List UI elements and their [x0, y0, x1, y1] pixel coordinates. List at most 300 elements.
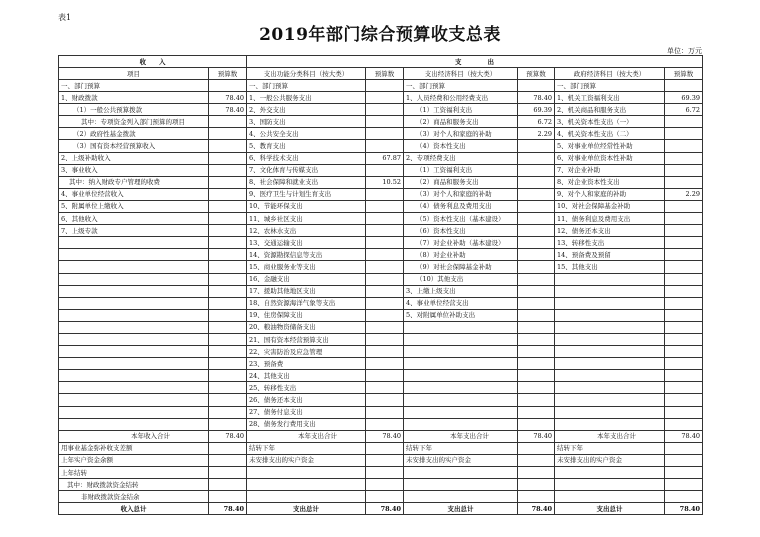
income-item-cell	[59, 382, 209, 394]
econ-item-cell	[404, 370, 518, 382]
econ-item-cell: （7）对企业补助（基本建设）	[404, 237, 518, 249]
income-item-cell: 其中：纳入财政专户管理的收费	[59, 176, 209, 188]
gov-budget-cell	[665, 406, 703, 418]
func-item-cell: 11、城乡社区支出	[247, 213, 366, 225]
gov-budget-cell	[665, 80, 703, 92]
fin-carry-row	[59, 479, 703, 491]
gov-item-cell	[555, 309, 665, 321]
econ-item-cell: （6）资本性支出	[404, 225, 518, 237]
econ-total: 78.40	[518, 430, 555, 442]
func-item-cell: 2、外交支出	[247, 104, 366, 116]
gov-total: 78.40	[665, 430, 703, 442]
econ-item-cell: （9）对社会保障基金补助	[404, 261, 518, 273]
func-budget-cell	[366, 188, 404, 200]
income-item-cell: 7、上级专款	[59, 225, 209, 237]
econ-budget-cell	[518, 164, 555, 176]
econ-item-cell: 1、人员经费和公用经费支出	[404, 92, 518, 104]
func-budget-cell	[366, 92, 404, 104]
econ-budget-cell	[518, 249, 555, 261]
func-item-cell: 18、自然资源海洋气象等支出	[247, 297, 366, 309]
income-item-cell	[59, 273, 209, 285]
income-item-cell	[59, 321, 209, 333]
table-row	[59, 140, 703, 152]
prev-carry-label: 上年结转	[59, 467, 209, 479]
gov-item-cell: 6、对事业单位资本性补助	[555, 152, 665, 164]
func-budget-cell	[366, 261, 404, 273]
table-row	[59, 80, 703, 92]
econ-budget-cell	[518, 261, 555, 273]
col-budget: 预算数	[209, 68, 247, 80]
carry-next-label: 结转下年	[555, 442, 665, 454]
econ-item-cell	[404, 333, 518, 345]
econ-item-cell	[404, 394, 518, 406]
table-row	[59, 116, 703, 128]
table-row	[59, 188, 703, 200]
income-item-cell	[59, 406, 209, 418]
gov-budget-cell	[665, 333, 703, 345]
gov-budget-cell	[665, 418, 703, 430]
gov-item-cell: 14、预备费及预留	[555, 249, 665, 261]
income-budget-cell	[209, 358, 247, 370]
income-item-cell	[59, 249, 209, 261]
gov-grand-label: 支出总计	[555, 503, 665, 515]
func-item-cell: 27、债务付息支出	[247, 406, 366, 418]
func-budget-cell	[366, 370, 404, 382]
gov-budget-cell	[665, 321, 703, 333]
econ-budget-cell	[518, 237, 555, 249]
income-item-cell: （2）政府性基金拨款	[59, 128, 209, 140]
econ-item-cell: （3）对个人和家庭的补助	[404, 128, 518, 140]
econ-item-cell: 一、部门预算	[404, 80, 518, 92]
gov-budget-cell	[665, 358, 703, 370]
table-row	[59, 249, 703, 261]
econ-budget-cell	[518, 406, 555, 418]
income-budget-cell	[209, 176, 247, 188]
income-budget-cell	[209, 188, 247, 200]
func-item-cell: 23、预备费	[247, 358, 366, 370]
func-item-cell: 17、援助其他地区支出	[247, 285, 366, 297]
income-item-cell	[59, 297, 209, 309]
econ-budget-cell	[518, 80, 555, 92]
econ-budget-cell	[518, 225, 555, 237]
func-budget-cell	[366, 309, 404, 321]
gov-item-cell	[555, 370, 665, 382]
func-budget-cell	[366, 321, 404, 333]
table-row	[59, 152, 703, 164]
annual-total-row	[59, 430, 703, 442]
econ-budget-cell	[518, 152, 555, 164]
income-item-cell: 5、附属单位上缴收入	[59, 200, 209, 212]
income-budget-cell	[209, 333, 247, 345]
gov-item-cell	[555, 321, 665, 333]
econ-item-cell: 2、专项经费支出	[404, 152, 518, 164]
fund-deficit-row	[59, 442, 703, 454]
func-item-cell: 8、社会保障和就业支出	[247, 176, 366, 188]
econ-budget-cell	[518, 309, 555, 321]
prev-unused-label: 上年实户资金余额	[59, 454, 209, 466]
table-row	[59, 418, 703, 430]
gov-item-cell: 8、对企业资本性支出	[555, 176, 665, 188]
income-budget-cell	[209, 213, 247, 225]
econ-item-cell: （2）商品和服务支出	[404, 116, 518, 128]
econ-budget-cell: 78.40	[518, 92, 555, 104]
nonfin-carry-row	[59, 491, 703, 503]
func-budget-cell	[366, 213, 404, 225]
econ-budget-cell	[518, 213, 555, 225]
econ-budget-cell	[518, 346, 555, 358]
gov-budget-cell: 2.29	[665, 188, 703, 200]
table-row	[59, 321, 703, 333]
gov-item-cell	[555, 382, 665, 394]
gov-item-cell: 一、部门预算	[555, 80, 665, 92]
econ-budget-cell	[518, 358, 555, 370]
func-item-cell: 3、国防支出	[247, 116, 366, 128]
econ-item-cell	[404, 406, 518, 418]
income-budget-cell	[209, 394, 247, 406]
gov-budget-cell	[665, 237, 703, 249]
econ-budget-cell	[518, 188, 555, 200]
gov-grand: 78.40	[665, 503, 703, 515]
gov-budget-cell	[665, 140, 703, 152]
func-budget-cell: 10.52	[366, 176, 404, 188]
gov-item-cell: 1、机关工资福利支出	[555, 92, 665, 104]
gov-item-cell	[555, 333, 665, 345]
income-item-cell	[59, 285, 209, 297]
unarranged-label: 未安排支出的实户资金	[247, 454, 366, 466]
gov-budget-cell	[665, 176, 703, 188]
gov-item-cell	[555, 394, 665, 406]
econ-item-cell: （8）对企业补助	[404, 249, 518, 261]
gov-item-cell: 11、债务利息及费用支出	[555, 213, 665, 225]
income-budget-cell: 78.40	[209, 104, 247, 116]
gov-budget-cell: 69.39	[665, 92, 703, 104]
income-item-cell: 2、上级补助收入	[59, 152, 209, 164]
unit-label: 单位：万元	[667, 47, 702, 55]
econ-item-cell	[404, 382, 518, 394]
econ-item-cell: 4、事业单位经营支出	[404, 297, 518, 309]
prev-unused-row	[59, 454, 703, 466]
table-row	[59, 261, 703, 273]
econ-budget-cell	[518, 297, 555, 309]
income-total-label: 本年收入合计	[59, 430, 209, 442]
col-econ: 支出经济科目（按大类）	[404, 68, 518, 80]
income-budget-cell	[209, 164, 247, 176]
gov-total-label: 本年支出合计	[555, 430, 665, 442]
income-budget-cell	[209, 370, 247, 382]
econ-budget-cell	[518, 176, 555, 188]
nonfin-carry-label: 非财政拨款资金结余	[59, 491, 209, 503]
table-row	[59, 309, 703, 321]
table-row	[59, 285, 703, 297]
grand-total-row	[59, 503, 703, 515]
income-budget-cell	[209, 152, 247, 164]
gov-budget-cell	[665, 309, 703, 321]
func-item-cell: 28、债务发行费用支出	[247, 418, 366, 430]
func-budget-cell	[366, 333, 404, 345]
econ-budget-cell	[518, 285, 555, 297]
func-item-cell: 1、一般公共服务支出	[247, 92, 366, 104]
func-item-cell: 26、债务还本支出	[247, 394, 366, 406]
econ-budget-cell	[518, 140, 555, 152]
econ-total-label: 本年支出合计	[404, 430, 518, 442]
econ-budget-cell	[518, 273, 555, 285]
table-row	[59, 213, 703, 225]
carry-next-label: 结转下年	[247, 442, 366, 454]
econ-budget-cell: 2.29	[518, 128, 555, 140]
table-row	[59, 273, 703, 285]
income-budget-cell	[209, 116, 247, 128]
income-item-cell	[59, 418, 209, 430]
income-item-cell	[59, 370, 209, 382]
income-budget-cell	[209, 128, 247, 140]
econ-item-cell: （3）对个人和家庭的补助	[404, 188, 518, 200]
gov-item-cell: 13、转移性支出	[555, 237, 665, 249]
table-row	[59, 176, 703, 188]
func-grand: 78.40	[366, 503, 404, 515]
income-budget-cell	[209, 309, 247, 321]
income-group-header: 收 入	[59, 56, 247, 68]
col-func: 支出功能分类科目（按大类）	[247, 68, 366, 80]
table-tag: 表1	[58, 13, 72, 22]
gov-budget-cell	[665, 116, 703, 128]
gov-budget-cell	[665, 261, 703, 273]
func-budget-cell	[366, 358, 404, 370]
income-budget-cell	[209, 321, 247, 333]
gov-budget-cell	[665, 273, 703, 285]
income-budget-cell	[209, 200, 247, 212]
func-item-cell: 25、转移性支出	[247, 382, 366, 394]
gov-budget-cell	[665, 152, 703, 164]
income-budget-cell	[209, 80, 247, 92]
econ-budget-cell	[518, 418, 555, 430]
econ-item-cell	[404, 321, 518, 333]
gov-item-cell	[555, 346, 665, 358]
gov-budget-cell	[665, 370, 703, 382]
table-row	[59, 333, 703, 345]
table-row	[59, 394, 703, 406]
income-budget-cell	[209, 140, 247, 152]
income-item-cell: 3、事业收入	[59, 164, 209, 176]
income-total: 78.40	[209, 430, 247, 442]
econ-item-cell: （1）工资福利支出	[404, 164, 518, 176]
table-row	[59, 406, 703, 418]
func-budget-cell	[366, 237, 404, 249]
gov-budget-cell	[665, 346, 703, 358]
income-item-cell: 6、其他收入	[59, 213, 209, 225]
func-item-cell: 16、金融支出	[247, 273, 366, 285]
table-row	[59, 237, 703, 249]
income-item-cell	[59, 346, 209, 358]
prev-carry-row	[59, 467, 703, 479]
income-item-cell: 其中：专项资金列入部门预算的项目	[59, 116, 209, 128]
func-budget-cell	[366, 164, 404, 176]
econ-item-cell: （4）资本性支出	[404, 140, 518, 152]
func-item-cell: 5、教育支出	[247, 140, 366, 152]
gov-item-cell: 15、其他支出	[555, 261, 665, 273]
func-item-cell: 9、医疗卫生与计划生育支出	[247, 188, 366, 200]
func-item-cell: 20、粮油物资储备支出	[247, 321, 366, 333]
econ-budget-cell	[518, 394, 555, 406]
income-item-cell: 4、事业单位经营收入	[59, 188, 209, 200]
func-item-cell: 22、灾害防治及应急管理	[247, 346, 366, 358]
gov-item-cell: 3、机关资本性支出（一）	[555, 116, 665, 128]
income-budget-cell	[209, 297, 247, 309]
func-item-cell: 一、部门预算	[247, 80, 366, 92]
econ-grand: 78.40	[518, 503, 555, 515]
econ-item-cell: 3、上缴上级支出	[404, 285, 518, 297]
table-row	[59, 370, 703, 382]
income-item-cell	[59, 358, 209, 370]
func-budget-cell	[366, 80, 404, 92]
gov-budget-cell	[665, 394, 703, 406]
func-budget-cell	[366, 406, 404, 418]
econ-item-cell	[404, 346, 518, 358]
func-item-cell: 14、资源勘探信息等支出	[247, 249, 366, 261]
income-item-cell: 一、部门预算	[59, 80, 209, 92]
econ-budget-cell	[518, 333, 555, 345]
gov-item-cell	[555, 273, 665, 285]
func-item-cell: 12、农林水支出	[247, 225, 366, 237]
income-budget-cell	[209, 273, 247, 285]
budget-table	[58, 55, 703, 515]
income-item-cell: （1）一般公共预算拨款	[59, 104, 209, 116]
fin-carry-label: 其中：财政拨款资金结转	[59, 479, 209, 491]
income-budget-cell	[209, 261, 247, 273]
econ-item-cell: （2）商品和服务支出	[404, 176, 518, 188]
gov-item-cell: 4、机关资本性支出（二）	[555, 128, 665, 140]
func-budget-cell	[366, 382, 404, 394]
income-budget-cell	[209, 225, 247, 237]
income-item-cell	[59, 394, 209, 406]
income-budget-cell	[209, 418, 247, 430]
econ-budget-cell	[518, 370, 555, 382]
page-title: 2019年部门综合预算收支总表	[259, 25, 501, 45]
column-header-row	[59, 68, 703, 80]
func-budget-cell	[366, 140, 404, 152]
income-item-cell: （3）国有资本经营预算收入	[59, 140, 209, 152]
col-gov: 政府经济科目（按大类）	[555, 68, 665, 80]
func-budget-cell	[366, 394, 404, 406]
func-budget-cell	[366, 273, 404, 285]
income-grand: 78.40	[209, 503, 247, 515]
col-budget: 预算数	[665, 68, 703, 80]
func-item-cell: 24、其他支出	[247, 370, 366, 382]
col-budget: 预算数	[518, 68, 555, 80]
econ-budget-cell	[518, 321, 555, 333]
gov-item-cell	[555, 406, 665, 418]
gov-budget-cell	[665, 297, 703, 309]
income-item-cell	[59, 261, 209, 273]
col-item: 项目	[59, 68, 209, 80]
econ-item-cell: （1）工资福利支出	[404, 104, 518, 116]
gov-budget-cell	[665, 128, 703, 140]
gov-item-cell: 10、对社会保障基金补助	[555, 200, 665, 212]
table-row	[59, 128, 703, 140]
func-budget-cell	[366, 346, 404, 358]
income-item-cell	[59, 333, 209, 345]
income-budget-cell: 78.40	[209, 92, 247, 104]
income-budget-cell	[209, 382, 247, 394]
func-budget-cell	[366, 104, 404, 116]
func-grand-label: 支出总计	[247, 503, 366, 515]
gov-item-cell	[555, 358, 665, 370]
income-budget-cell	[209, 237, 247, 249]
col-budget: 预算数	[366, 68, 404, 80]
table-row	[59, 92, 703, 104]
income-grand-label: 收入总计	[59, 503, 209, 515]
income-budget-cell	[209, 285, 247, 297]
income-item-cell	[59, 309, 209, 321]
gov-budget-cell	[665, 213, 703, 225]
func-item-cell: 21、国有资本经营预算支出	[247, 333, 366, 345]
gov-item-cell	[555, 418, 665, 430]
econ-item-cell	[404, 358, 518, 370]
func-budget-cell	[366, 249, 404, 261]
table-row	[59, 346, 703, 358]
econ-budget-cell: 69.39	[518, 104, 555, 116]
func-budget-cell	[366, 418, 404, 430]
income-budget-cell	[209, 346, 247, 358]
table-row	[59, 164, 703, 176]
gov-item-cell: 5、对事业单位经常性补助	[555, 140, 665, 152]
func-budget-cell	[366, 116, 404, 128]
table-row	[59, 382, 703, 394]
gov-budget-cell	[665, 285, 703, 297]
func-item-cell: 10、节能环保支出	[247, 200, 366, 212]
func-budget-cell	[366, 128, 404, 140]
func-item-cell: 4、公共安全支出	[247, 128, 366, 140]
gov-budget-cell	[665, 164, 703, 176]
expense-group-header: 支 出	[247, 56, 703, 68]
func-budget-cell: 67.87	[366, 152, 404, 164]
gov-item-cell: 7、对企业补助	[555, 164, 665, 176]
table-row	[59, 104, 703, 116]
gov-item-cell: 12、债务还本支出	[555, 225, 665, 237]
econ-item-cell: （5）资本性支出（基本建设）	[404, 213, 518, 225]
table-row	[59, 225, 703, 237]
unarranged-label: 未安排支出的实户资金	[555, 454, 665, 466]
gov-item-cell: 9、对个人和家庭的补助	[555, 188, 665, 200]
carry-next-label: 结转下年	[404, 442, 518, 454]
fund-deficit-label: 用事业基金弥补收支差额	[59, 442, 209, 454]
income-item-cell	[59, 237, 209, 249]
func-budget-cell	[366, 200, 404, 212]
func-total: 78.40	[366, 430, 404, 442]
func-item-cell: 7、文化体育与传媒支出	[247, 164, 366, 176]
income-budget-cell	[209, 406, 247, 418]
econ-budget-cell	[518, 382, 555, 394]
table-row	[59, 200, 703, 212]
gov-budget-cell	[665, 382, 703, 394]
unarranged-label: 未安排支出的实户资金	[404, 454, 518, 466]
econ-grand-label: 支出总计	[404, 503, 518, 515]
func-item-cell: 13、交通运输支出	[247, 237, 366, 249]
gov-budget-cell	[665, 200, 703, 212]
income-item-cell: 1、财政拨款	[59, 92, 209, 104]
group-header-row	[59, 56, 703, 68]
table-row	[59, 358, 703, 370]
func-item-cell: 19、住房保障支出	[247, 309, 366, 321]
gov-item-cell	[555, 297, 665, 309]
func-budget-cell	[366, 285, 404, 297]
gov-budget-cell	[665, 225, 703, 237]
table-row	[59, 297, 703, 309]
econ-item-cell: （10）其他支出	[404, 273, 518, 285]
econ-item-cell: （4）债务利息及费用支出	[404, 200, 518, 212]
func-total-label: 本年支出合计	[247, 430, 366, 442]
gov-item-cell: 2、机关商品和服务支出	[555, 104, 665, 116]
func-item-cell: 15、商业服务业等支出	[247, 261, 366, 273]
